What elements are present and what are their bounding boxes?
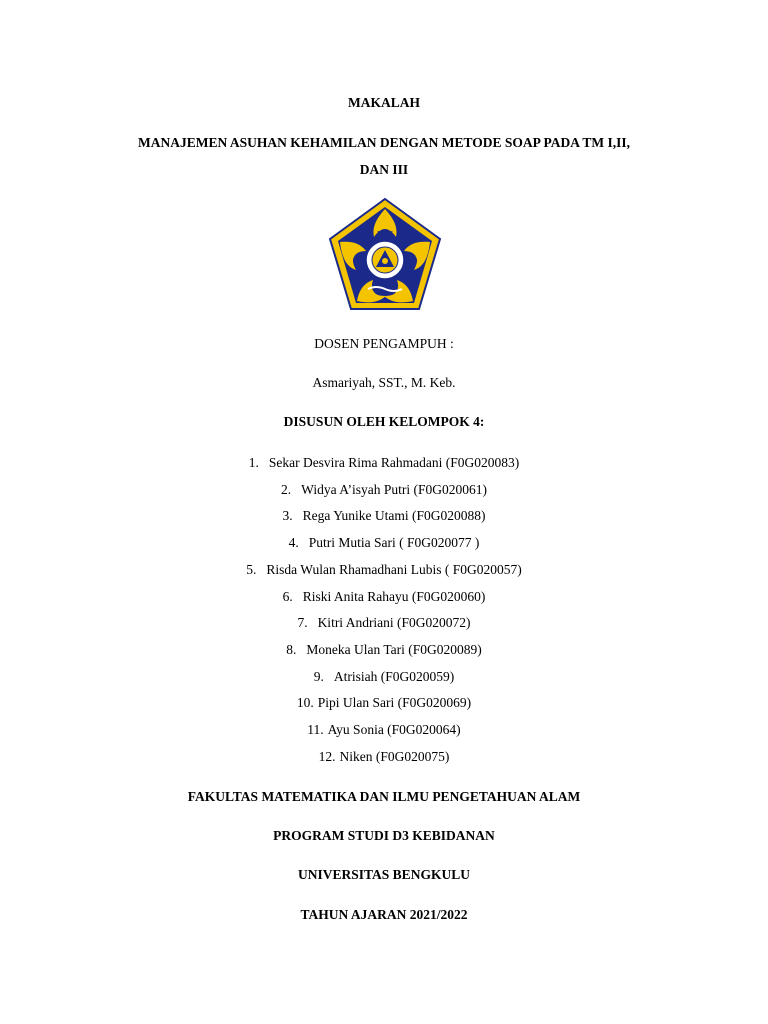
academic-year: TAHUN AJARAN 2021/2022 <box>300 907 468 922</box>
list-item: 7. Kitri Andriani (F0G020072) <box>297 615 471 630</box>
list-item: 5. Risda Wulan Rhamadhani Lubis ( F0G020057) <box>246 562 522 577</box>
list-item: 8. Moneka Ulan Tari (F0G020089) <box>286 642 482 657</box>
list-item: 6. Riski Anita Rahayu (F0G020060) <box>282 589 486 604</box>
program-name: PROGRAM STUDI D3 KEBIDANAN <box>273 828 495 843</box>
faculty-name: FAKULTAS MATEMATIKA DAN ILMU PENGETAHUAN ALAM <box>187 789 581 804</box>
list-item: 9. Atrisiah (F0G020059) <box>313 669 455 684</box>
group-label: DISUSUN OLEH KELOMPOK 4: <box>283 414 485 429</box>
university-bengkulu-emblem-icon <box>328 197 442 313</box>
list-item: 3. Rega Yunike Utami (F0G020088) <box>282 508 486 523</box>
title-line-2: DAN III <box>359 162 409 177</box>
lecturer-label: DOSEN PENGAMPUH : <box>314 336 454 351</box>
lecturer-name: Asmariyah, SST., M. Keb. <box>312 375 456 390</box>
list-item: 10. Pipi Ulan Sari (F0G020069) <box>296 695 472 710</box>
list-item: 2. Widya A’isyah Putri (F0G020061) <box>281 482 487 497</box>
list-item: 1. Sekar Desvira Rima Rahmadani (F0G020083) <box>248 455 520 470</box>
title-line-1: MANAJEMEN ASUHAN KEHAMILAN DENGAN METODE SOAP PADA TM I,II, <box>137 135 631 150</box>
document-type: MAKALAH <box>348 95 420 110</box>
university-name: UNIVERSITAS BENGKULU <box>298 867 470 882</box>
list-item: 4. Putri Mutia Sari ( F0G020077 ) <box>288 535 480 550</box>
list-item: 11. Ayu Sonia (F0G020064) <box>307 722 461 737</box>
list-item: 12. Niken (F0G020075) <box>318 749 450 764</box>
